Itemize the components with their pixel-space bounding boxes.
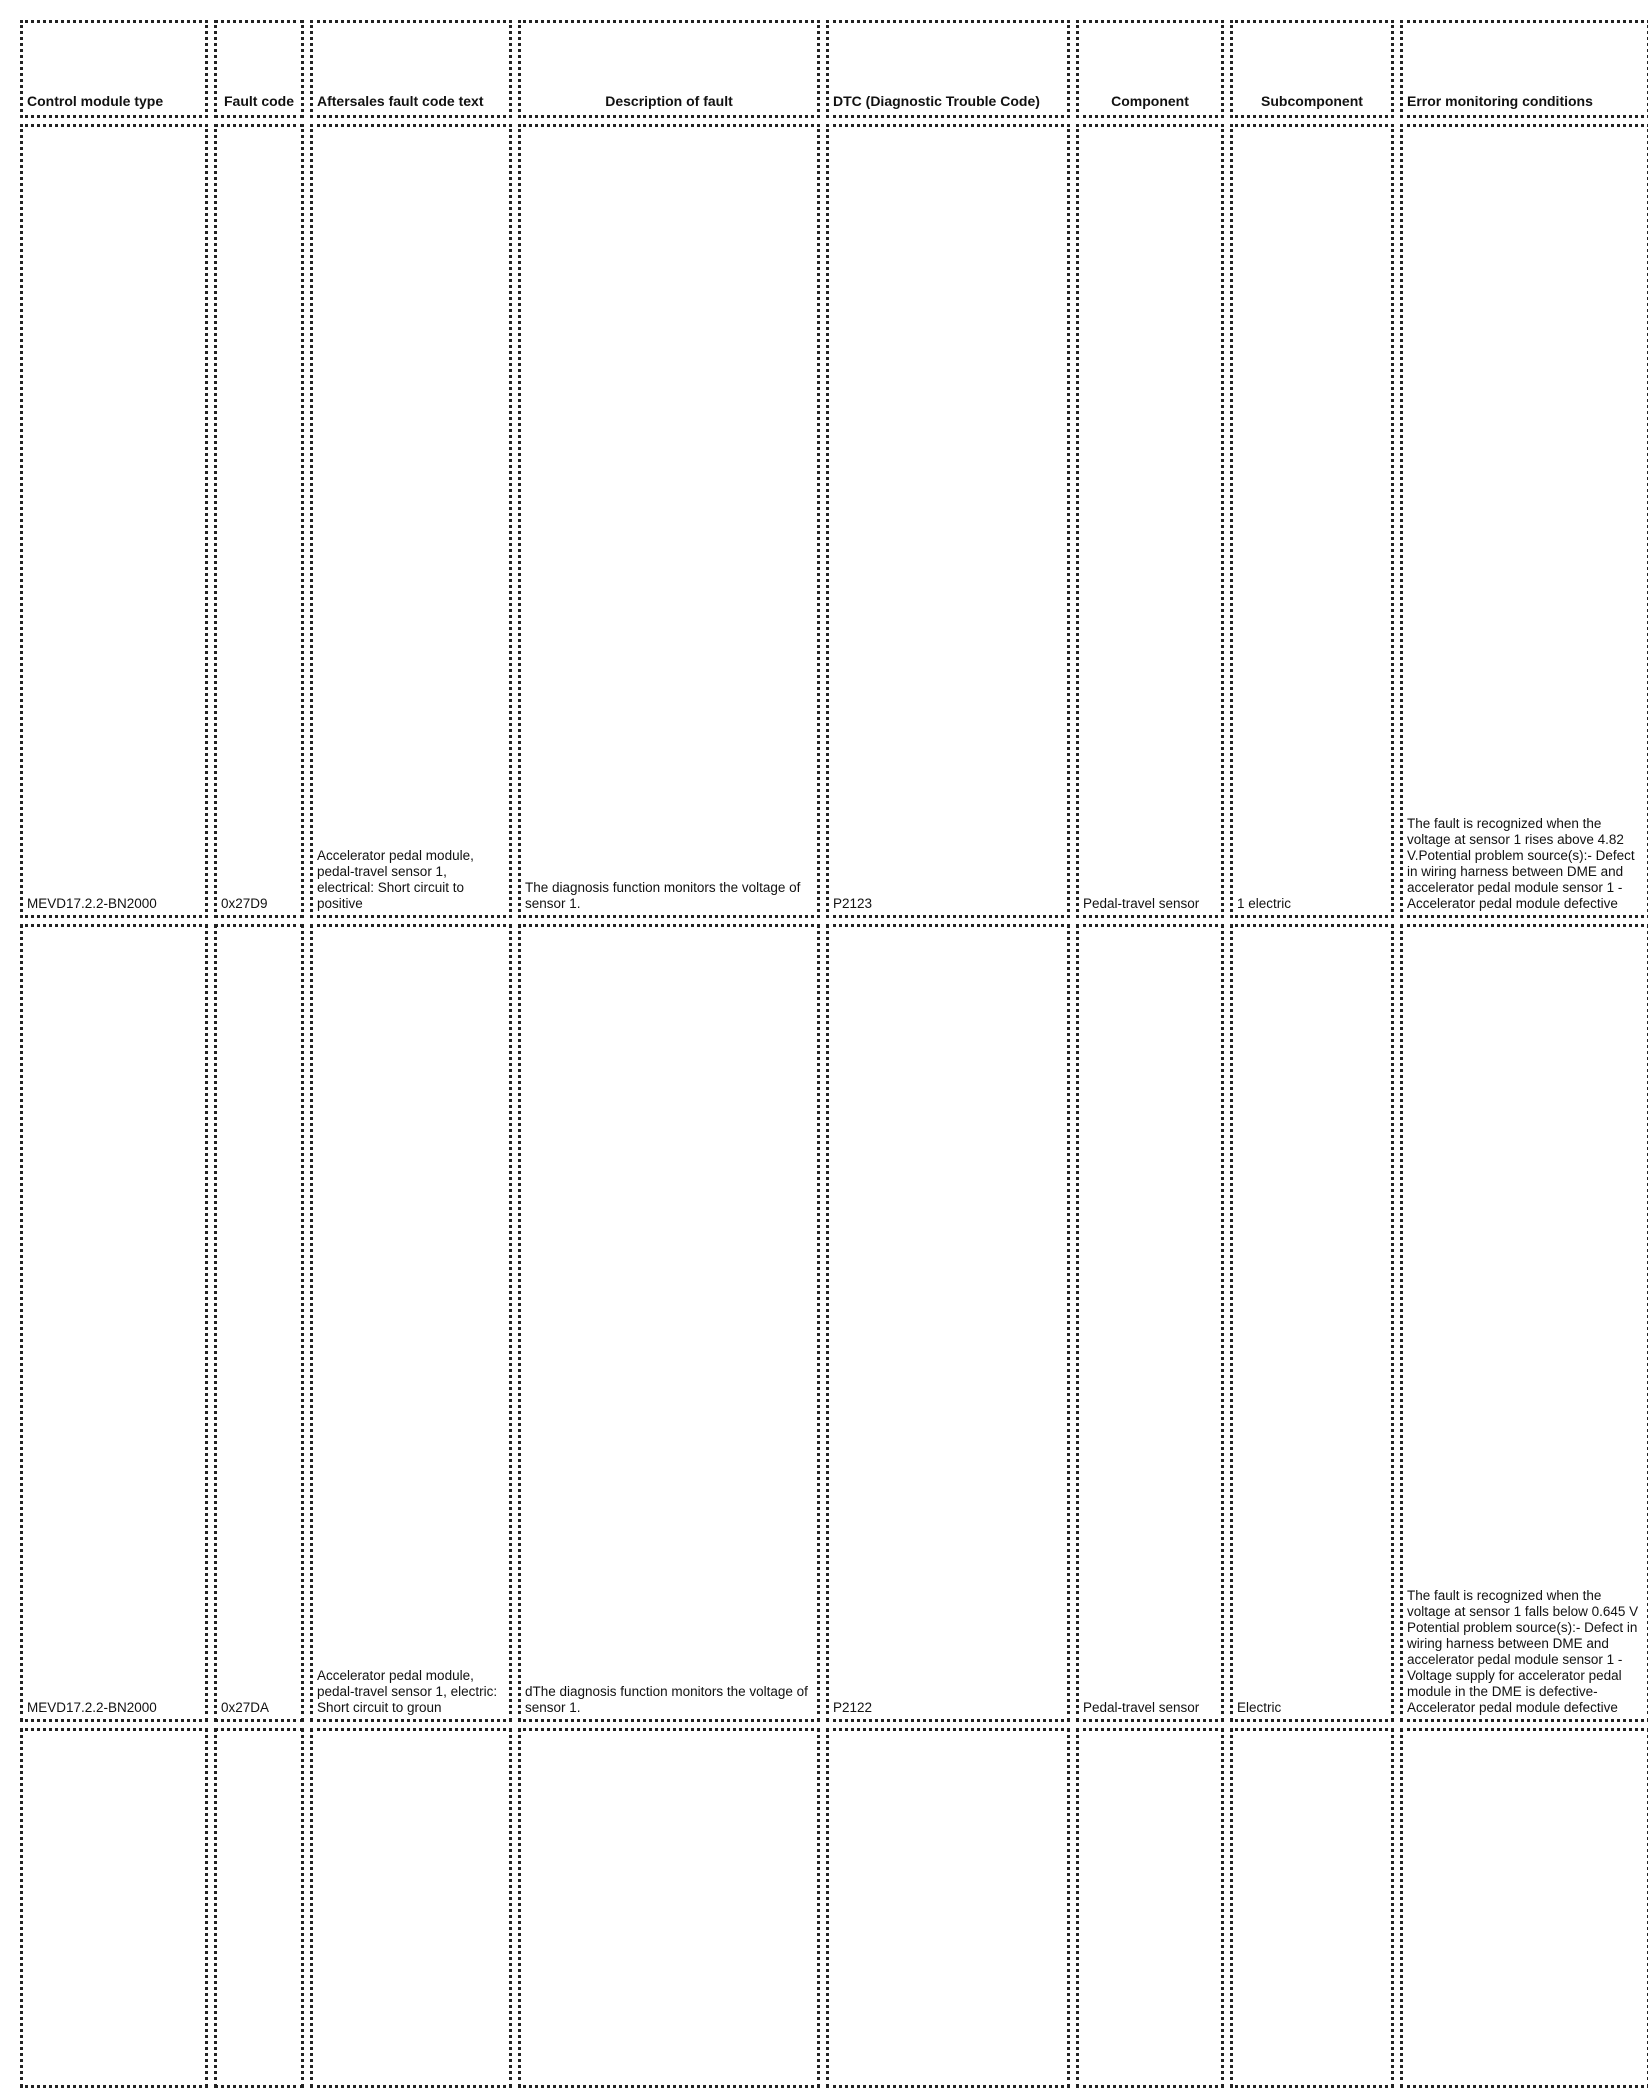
cell-text: Electric xyxy=(1237,1700,1282,1715)
table-row-1-aftersales-text xyxy=(310,124,512,918)
table-row-1-error-conditions xyxy=(1400,124,1648,918)
header-dtc xyxy=(826,20,1070,118)
header-label: Description of fault xyxy=(605,93,733,109)
table-row-3-aftersales-text xyxy=(310,1728,512,2088)
table-row-1-subcomponent xyxy=(1230,124,1394,918)
header-subcomponent xyxy=(1230,20,1394,118)
cell-text: The fault is recognized when the voltage at sensor 1 rises above 4.82 V.Potential problem source(s):- Defect in wiring harness between DME and accelerator pedal module sensor 1 - Accelerator pedal module defective xyxy=(1407,816,1635,911)
cell-text: Pedal-travel sensor xyxy=(1083,1700,1200,1715)
table-row-1-fault-code xyxy=(214,124,304,918)
header-label: Component xyxy=(1111,93,1189,109)
header-fault-code xyxy=(214,20,304,118)
table-row-3-fault-code xyxy=(214,1728,304,2088)
cell-text: The diagnosis function monitors the voltage of sensor 1. xyxy=(525,880,801,911)
table-row-2-component xyxy=(1076,924,1224,1722)
header-label: Subcomponent xyxy=(1261,93,1363,109)
cell-text: MEVD17.2.2-BN2000 xyxy=(27,1700,157,1715)
cell-text: P2122 xyxy=(833,1700,873,1715)
cell-text: dThe diagnosis function monitors the voltage of sensor 1. xyxy=(525,1684,808,1715)
cell-text: MEVD17.2.2-BN2000 xyxy=(27,896,157,911)
header-description xyxy=(518,20,820,118)
cell-text: Pedal-travel sensor xyxy=(1083,896,1200,911)
table-row-2-error-conditions xyxy=(1400,924,1648,1722)
table-row-3-error-conditions xyxy=(1400,1728,1648,2088)
table-row-3-component xyxy=(1076,1728,1224,2088)
table-row-3-dtc xyxy=(826,1728,1070,2088)
header-aftersales-text xyxy=(310,20,512,118)
table-row-1-control-module-type xyxy=(20,124,208,918)
header-label: Control module type xyxy=(27,93,164,109)
table-row-3-control-module-type xyxy=(20,1728,208,2088)
table-row-3-subcomponent xyxy=(1230,1728,1394,2088)
header-label: Error monitoring conditions xyxy=(1407,93,1593,109)
header-label: DTC (Diagnostic Trouble Code) xyxy=(833,93,1040,109)
header-error-conditions xyxy=(1400,20,1648,118)
header-label: Aftersales fault code text xyxy=(317,93,484,109)
table-row-1-dtc xyxy=(826,124,1070,918)
cell-text: Accelerator pedal module, pedal-travel sensor 1, electric: Short circuit to groun xyxy=(317,1668,498,1715)
header-label: Fault code xyxy=(223,93,294,109)
cell-text: The fault is recognized when the voltage at sensor 1 falls below 0.645 V Potential problem source(s):- Defect in wiring harness between DME and accelerator pedal module sensor 1 - Voltage supply for accelerator pedal module in the DME is defective- Accelerator pedal module defective xyxy=(1407,1588,1639,1715)
header-component xyxy=(1076,20,1224,118)
table-row-2-description xyxy=(518,924,820,1722)
table-row-2-fault-code xyxy=(214,924,304,1722)
header-control-module-type xyxy=(20,20,208,118)
cell-text: P2123 xyxy=(833,896,873,911)
table-row-2-control-module-type xyxy=(20,924,208,1722)
table-row-2-aftersales-text xyxy=(310,924,512,1722)
table-row-3-description xyxy=(518,1728,820,2088)
cell-text: 1 electric xyxy=(1237,896,1292,911)
table-row-1-description xyxy=(518,124,820,918)
cell-text: 0x27D9 xyxy=(221,896,268,911)
cell-text: 0x27DA xyxy=(221,1700,270,1715)
table-row-2-subcomponent xyxy=(1230,924,1394,1722)
table-row-1-component xyxy=(1076,124,1224,918)
cell-text: Accelerator pedal module, pedal-travel sensor 1, electrical: Short circuit to positive xyxy=(317,848,474,911)
table-row-2-dtc xyxy=(826,924,1070,1722)
